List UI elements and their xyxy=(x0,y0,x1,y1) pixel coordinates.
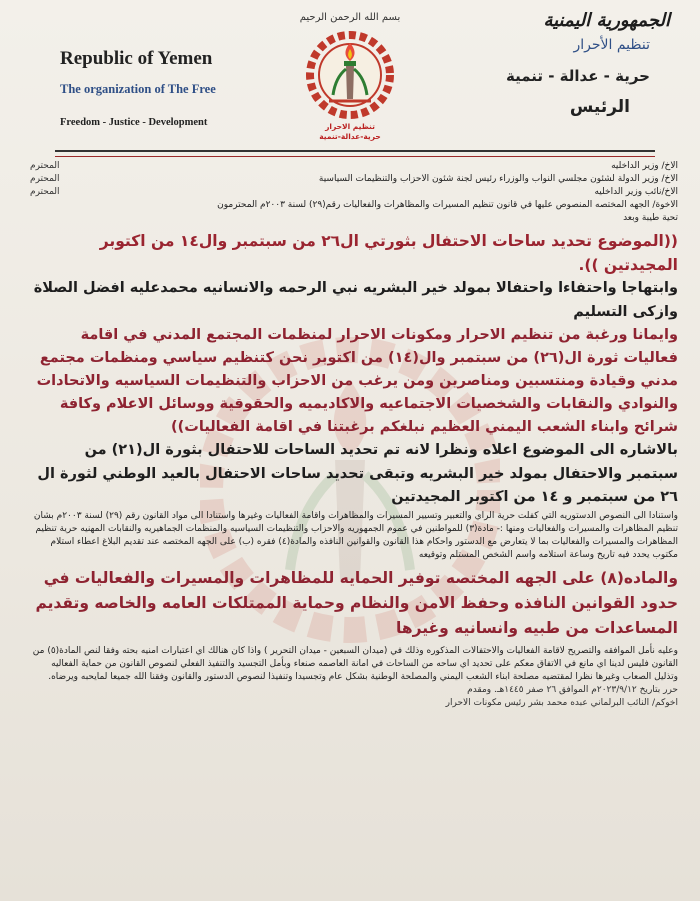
addressee-name: الاخ/ وزير الدولة لشئون مجلسي النواب والوزراء رئيس لجنة شئون الاحزاب والتنظيمات السياسية xyxy=(318,174,678,184)
arabic-president-title: الرئيس xyxy=(569,97,630,117)
letterhead-logo-block xyxy=(280,12,420,141)
addressee-line xyxy=(30,173,678,186)
logo-caption-top: تنظيم الاحرار xyxy=(325,122,375,131)
addressee-name: الاخوة/ الجهه المختصه المنصوص عليها في قانون تنظيم المسيرات والمظاهرات والفعاليات رقم(٢٩) لسنة ٢٠٠٣م المحترمون xyxy=(217,200,678,210)
date-line: حرر بتاريخ ٢٠٢٣/٩/١٢م الموافق ٢٦ صفر ١٤٤٥هـ. ومقدم xyxy=(467,684,678,695)
bismillah: بسم الله الرحمن الرحيم xyxy=(299,12,401,23)
addressee-line xyxy=(30,160,678,173)
paragraph-celebration: وابتهاجا واحتفاءا واحتفالا بمولد خير البشريه نبي الرحمه والانسانيه محمدعليه افضل الصلاة وازكى التسليم xyxy=(33,280,678,320)
addressee-honorific: المحترم xyxy=(30,187,60,197)
english-org-name: The organization of The Free xyxy=(60,82,216,96)
arabic-org-name: تنظيم الأحرار xyxy=(573,37,650,53)
arabic-motto: حرية - عدالة - تنمية xyxy=(505,67,650,85)
arabic-title: الجمهورية اليمنية xyxy=(543,10,670,31)
addressee-honorific: المحترم xyxy=(30,174,60,184)
letterhead-divider xyxy=(55,150,655,157)
addressee-honorific: المحترم xyxy=(30,161,60,171)
addressee-name: الاخ/ وزير الداخليه xyxy=(611,161,678,171)
torch-gear-logo-icon xyxy=(305,29,395,121)
paragraph-reference: بالاشاره الى الموضوع اعلاه ونظرا لانه تم تحديد الساحات للاحتفال بثورة ال(٢١) من سبتمبر والاحتفال بمولد خير البشريه وتبقى تحديد ساحات الاحتفال بالعيد الوطني لثورة ال ٢٦ من سبتمبر و ١٤ من اكتوبر المجيدتين xyxy=(37,442,678,505)
logo-caption-bottom: حرية-عدالة-تنمية xyxy=(319,132,381,141)
addressee-line xyxy=(30,199,678,212)
paragraph-request: وعليه نأمل الموافقه والتصريح لاقامة الفعاليات والاحتفالات المذكوره وذلك في (ميدان السبعين - ميدان التحرير ) واذا كان هنالك اي اعتبارات امنيه بحته وفقا لنص المادة(٥) من القانون فليس لدينا اي مانع في الاتفاق معكم على تحديد اي ساحه من الساحات في امانة العاصمه صنعاء وبأمل التجسيد والتنفيذ الفعلي لنصوص القانون من حماية الفعاليه وتذليل الصعاب وغيرها نظرا لمقتضيه مصلحة ابناء الشعب اليمني والمصلحة الوطنية بشكل عام وتجسيدا وتنفيذا لنصوص الدستور والقانون وفقنا الله جميعا لمايحبه ويرضاه. xyxy=(32,645,678,682)
subject-line: ((الموضوع تحديد ساحات الاحتفال بثورتي ال٢٦ من سبتمبر وال١٤ من اكتوبر المجيدتين )). xyxy=(99,232,678,274)
addressee-line xyxy=(30,186,678,199)
paragraph-intent: وايمانا ورغبة من تنظيم الاحرار ومكونات الاحرار لمنظمات المجتمع المدني في اقامة فعاليات ثورة ال(٢٦) من سبتمبر وال(١٤) من اكتوبر نحن كتنظيم سياسي ومنظمات مجتمع مدني وقيادة ومنتسبين ومناصرين ومن يرغب من الاحزاب والتنظيمات السياسيه والاتحادات والنوادي والنقابات والشخصيات الاجتماعيه والاكاديميه والحقوقية ووسائل الاعلام وكافة شرائح وابناء الشعب اليمني العظيم نبلغكم برغبتنا في اقامة الفعاليات)) xyxy=(36,327,678,435)
letterhead-arabic xyxy=(450,10,670,117)
letterhead-english xyxy=(60,48,260,128)
greeting: تحية طيبة وبعد xyxy=(623,213,678,223)
english-title: Republic of Yemen xyxy=(60,48,213,69)
signature-line: اخوكم/ النائب البرلماني عبده محمد بشر رئيس مكونات الاحرار xyxy=(445,697,678,708)
addressee-name: الاخ/نائب وزير الداخليه xyxy=(594,187,678,197)
english-motto: Freedom - Justice - Development xyxy=(60,117,208,128)
paragraph-legal-basis: واستنادا الى النصوص الدستوريه التي كفلت حرية الراي والتعبير وتسيير المسيرات والمظاهرات واقامة الفعاليات وغيرها واستنادا الى مواد القانون رقم (٢٩) لسنة ٢٠٠٣م بشان تنظيم المظاهرات والمسيرات والفعاليات ومنها :- مادة(٣) للمواطنين في عموم الجمهوريه والاحزاب والتنظيمات السياسيه والمنظمات الجماهيريه والنقابات المهنيه حرية تنظيم المظاهرات والمسيرات والفعاليات بما لا يتعارض مع الدستور واحكام هذا القانون والقوانين النافذه والمادة(٤) فقره (ب) على الجهه المختصه عند تقديم البلاغ اعطاء استلام مكتوب يحدد فيه تاريخ وساعة استلامه واسم الشخص المستلم وتوقيعه xyxy=(33,510,678,560)
letter-body xyxy=(30,160,678,710)
paragraph-article-8: والماده(٨) على الجهه المختصه توفير الحمايه للمظاهرات والمسيرات والفعاليات في حدود القوانين النافذه وحفظ الامن والنظام وحماية الممتلكات العامه والخاصه وتقديم المساعدات من طبيه وانسانيه وغيرها xyxy=(35,568,678,637)
